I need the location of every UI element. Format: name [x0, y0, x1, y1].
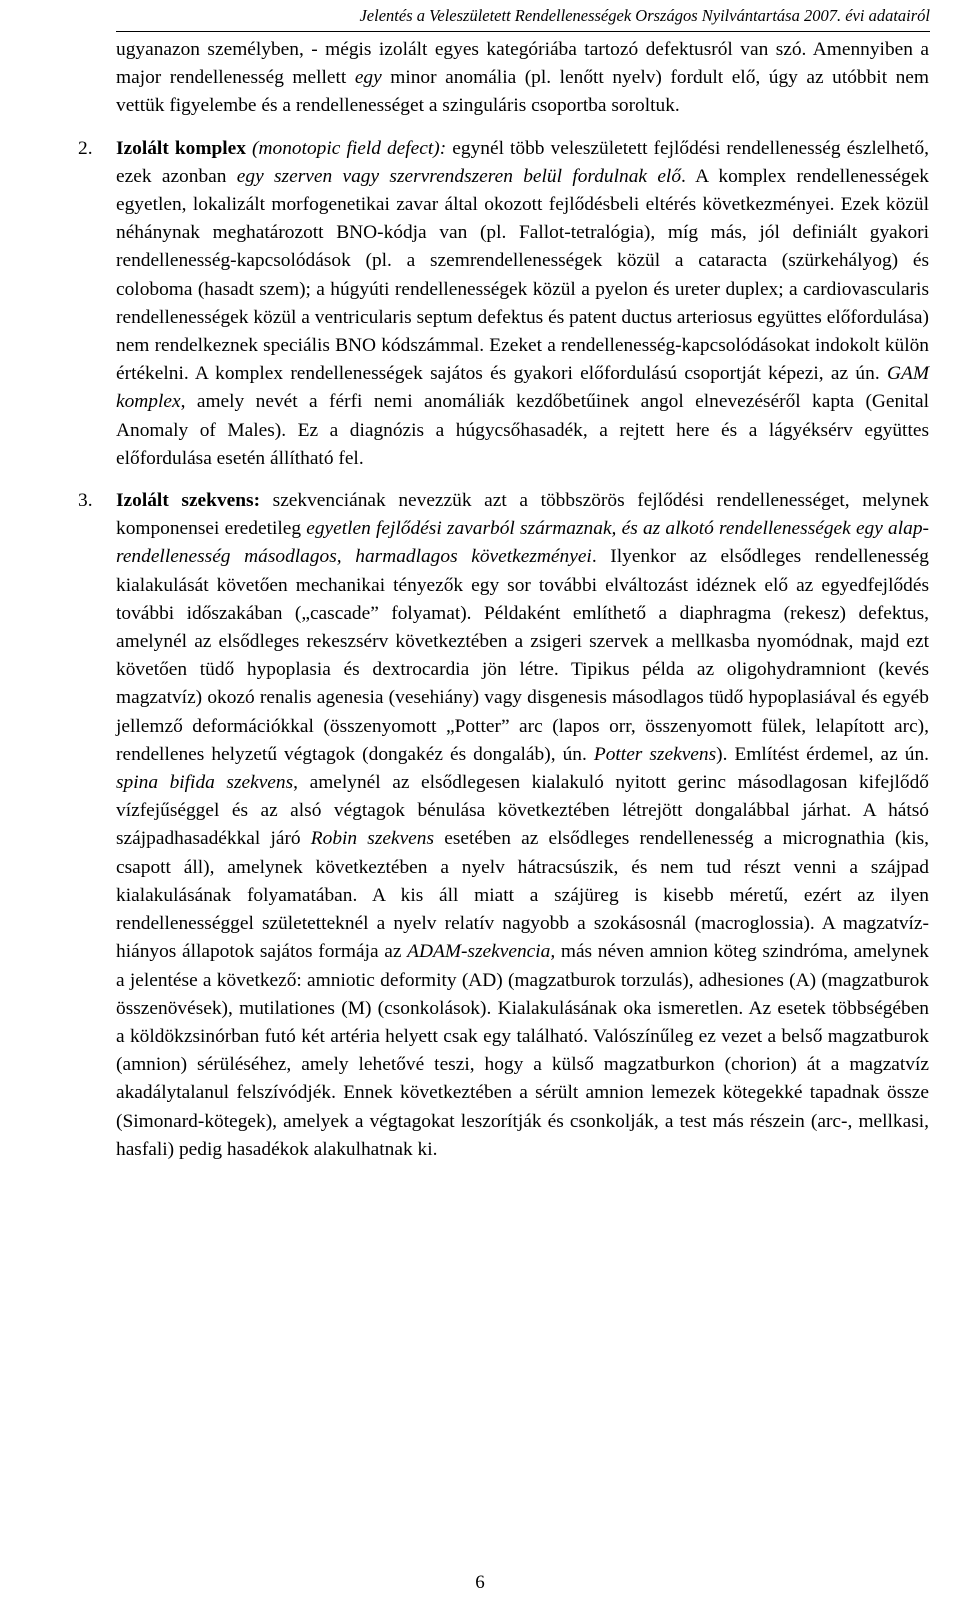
continuation-paragraph [116, 36, 929, 121]
emphasis: ADAM-szekvencia, [407, 941, 556, 963]
text-run: más néven amnion köteg szindróma, amelynek a jelentése a következő: amniotic deformity (AD) (magzatburok torzulás), adhesiones (A) (magzatburok összenövések), mutilationes (M) (csonkolások). Kialakulásának oka ismeretlen. Az esetek többségében a köldökzsinórban futó két artéria helyett csak egy található. Valószínűleg ez vezet a belső magzatburok (amnion) sérüléséhez, amely lehetővé teszi, hogy a külső magzatburkon (chorion) át a magzatvíz akadálytalanul felszívódjék. Ennek következtében a sérült amnion lemezek kötegekké tapadnak össze (Simonard-kötegek), amelyek a végtagokat leszorítják és csonkolják, a test más részein (arc-, mellkasi, hasfali) pedig hasadékok alakulhatnak ki. [116, 941, 929, 1160]
page-body [78, 36, 929, 1178]
page-number: 6 [475, 1572, 485, 1593]
text-run: , amelynél az elsődlegesen kialakuló nyitott gerinc másodlagosan kifejlődő vízfejűséggel és az alsó végtagok bénulása következtében létrejött dongalábbal járhat. A hátsó szájpadhasadékkal járó [116, 772, 929, 850]
list-number: 3. [78, 490, 93, 512]
text-run: , amely nevét a férfi nemi anomáliák kezdőbetűinek angol elnevezéséről kapta (Genital Anomaly of Males). Ez a diagnózis a húgycsőhasadék, a rejtett here és a lágyéksérv együttes előfordulása esetén állítható fel. [116, 391, 929, 469]
list-number: 2. [78, 137, 93, 159]
running-header: Jelentés a Veleszületett Rendellenességek Országos Nyilvántartása 2007. évi adatairól [359, 6, 930, 25]
text-run: . A komplex rendellenességek egyetlen, lokalizált morfogenetikai zavar által okozott fejlődésbeli eltérés következményei. Ezek közül néhánynak meghatározott BNO-kódja van (pl. Fallot-tetralógia), míg más, jól definiált gyakori rendellenesség-kapcsolódások (pl. a szemrendellenességek közül a cataracta (szürkehályog) és coloboma (hasadt szem); a húgyúti rendellenességek közül a pyelon és ureter duplex; a cardiovascularis rendellenességek közül a ventricularis septum defektus és patent ductus arteriosus együttes előfordulása) nem rendelkeznek speciális BNO kódszámmal. Ezeket a rendellenesség-kapcsolódásokat indokolt külön értékelni. A komplex rendellenességek sajátos és gyakori előfordulású csoportját képezi, az ún. [116, 165, 929, 385]
term-heading: Izolált komplex [116, 137, 246, 159]
text-run: ). Említést érdemel, az ún. [716, 743, 929, 765]
text-run: szekvenciának nevezzük azt a többszörös fejlődési rendellenességet, melynek komponensei eredetileg [116, 490, 929, 540]
list-item-isolated-complex [78, 135, 929, 473]
list-item-text [116, 487, 929, 1164]
emphasis: GAM komplex [116, 363, 929, 413]
header-rule [116, 31, 930, 32]
text-run: esetében az elsődleges rendellenesség a micrognathia (kis, csapott áll), amelynek következtében a nyelv hátracsúszik, és nem tud részt venni a szájpad kialakulásának folyamatában. A kis áll miatt a szájüreg is kisebb méretű, ezért az ilyen rendellenességgel születetteknél a nyelv relatív nagyobb a szokásosnál (macroglossia). A magzatvíz-hiányos állapotok sajátos formája az [116, 828, 929, 963]
emphasis: egy szerven vagy szervrendszeren belül fordulnak elő [236, 165, 682, 187]
emphasis: egyetlen fejlődési zavarból származnak, és az alkotó rendellenességek egy alap-rendellenesség másodlagos, harmadlagos következményei [116, 518, 929, 568]
text-run: ugyanazon személyben, - mégis izolált egyes kategóriába tartozó defektusról van szó. Amennyiben a major rendellenesség mellett [116, 39, 929, 89]
emphasis: spina bifida szekvens [116, 772, 294, 794]
emphasis: Potter szekvens [593, 743, 717, 765]
emphasis: Robin szekvens [310, 828, 435, 850]
list-item-isolated-sequence [78, 487, 929, 1164]
emphasis: egy [354, 67, 382, 89]
term-heading: Izolált szekvens: [116, 490, 261, 512]
term-english: (monotopic field defect): [245, 137, 447, 159]
text-run: . Ilyenkor az elsődleges rendellenesség kialakulását követően mechanikai tényezők egy sor további elváltozást idéznek elő az egyedfejlődés további időszakában („cascade” folyamat). Példaként említhető a diaphragma (rekesz) defektus, amelynél az elsődleges rekeszsérv következtében a zsigeri szervek a mellkasba nyomódnak, majd ezt követően tüdő hypoplasia és dextrocardia jön létre. Tipikus példa az oligohydramniont (kevés magzatvíz) okozó renalis agenesia (vesehiány) vagy disgenesis másodlagos tüdő hypoplasiával és egyéb jellemző deformációkkal (összenyomott „Potter” arc (lapos orr, összenyomott fülek, lelapított arc), rendellenes helyzetű végtagok (dongakéz és dongaláb), ún. [116, 546, 929, 765]
text-run: minor anomália (pl. lenőtt nyelv) fordult elő, úgy az utóbbit nem vettük figyelembe és a rendellenességet a szinguláris csoportba soroltuk. [116, 67, 929, 117]
text-run: egynél több veleszületett fejlődési rendellenesség észlelhető, ezek azonban [116, 137, 929, 187]
list-item-text [116, 135, 929, 473]
